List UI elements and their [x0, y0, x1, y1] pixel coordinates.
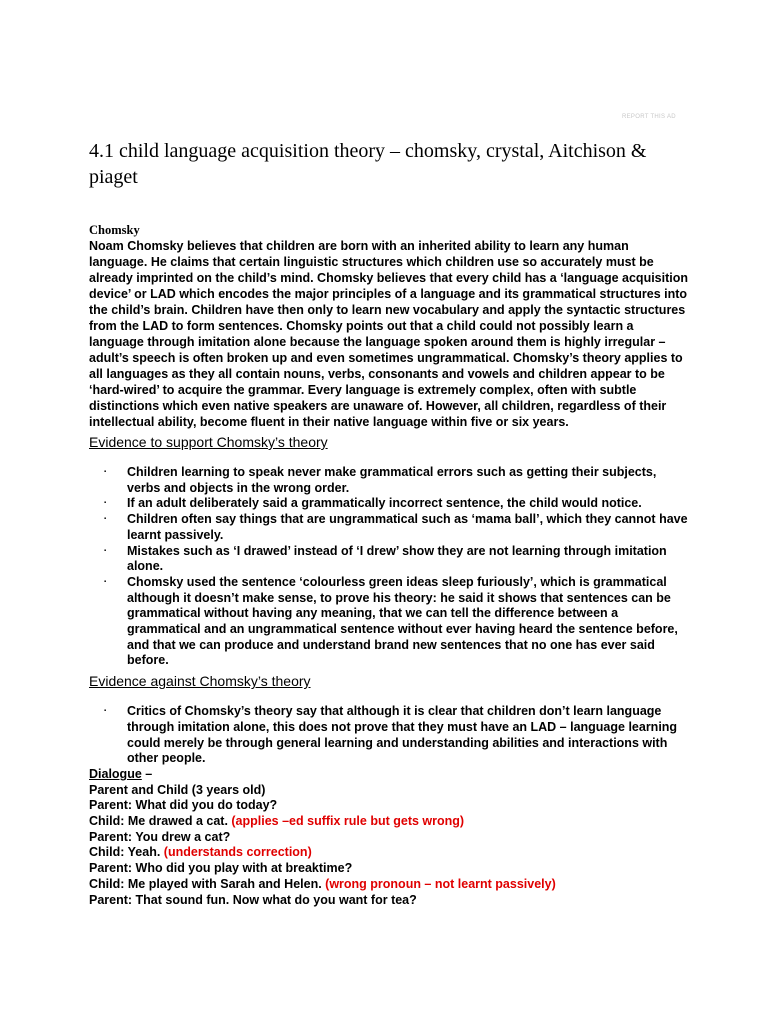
- dialogue-line: [89, 877, 689, 893]
- list-item: [89, 575, 689, 669]
- document-page: [89, 138, 689, 908]
- dialogue-heading-line: [89, 767, 689, 783]
- dialogue-line: [89, 861, 689, 877]
- dialogue-text: Parent: What did you do today?: [89, 798, 278, 813]
- dialogue-heading-suffix: –: [141, 766, 153, 781]
- list-item-text: Children learning to speak never make grammatical errors such as getting their subjects, verbs and objects in the wrong order.: [127, 465, 657, 495]
- support-evidence-heading: Evidence to support Chomsky’s theory: [89, 434, 328, 450]
- bullet-icon: ▪: [104, 516, 107, 523]
- list-item: [89, 465, 689, 496]
- dialogue-line: [89, 830, 689, 846]
- bullet-icon: ▪: [104, 547, 107, 554]
- dialogue-text: Parent: You drew a cat?: [89, 829, 231, 844]
- bullet-icon: ▪: [104, 708, 107, 715]
- dialogue-text: Parent: That sound fun. Now what do you want for tea?: [89, 892, 417, 907]
- bullet-icon: ▪: [104, 469, 107, 475]
- list-item-text: If an adult deliberately said a grammatically incorrect sentence, the child would notice.: [127, 496, 642, 511]
- section-heading-chomsky: Chomsky: [89, 223, 140, 237]
- list-item-text: Children often say things that are ungrammatical such as ‘mama ball’, which they cannot have learnt passively.: [127, 512, 688, 542]
- dialogue-text: Child: Yeah.: [89, 845, 164, 860]
- dialogue-annotation: (applies –ed suffix rule but gets wrong): [231, 814, 465, 829]
- list-item-text: Mistakes such as ‘I drawed’ instead of ‘I drew’ show they are not learning through imitation alone.: [127, 543, 667, 574]
- dialogue-annotation: (understands correction): [163, 845, 312, 860]
- against-evidence-heading: Evidence against Chomsky’s theory: [89, 673, 311, 690]
- dialogue-heading: Dialogue: [89, 766, 142, 781]
- list-item: [89, 512, 689, 543]
- bullet-icon: ▪: [104, 578, 107, 585]
- list-item: [89, 544, 689, 575]
- dialogue-text: Child: Me drawed a cat.: [89, 814, 232, 829]
- list-item: [89, 704, 689, 767]
- intro-paragraph: Noam Chomsky believes that children are born with an inherited ability to learn any human language. He claims that certain linguistic structures which children use so accurately must be already imprinted on the child’s mind. Chomsky believes that every child has a ‘language acquisition device’ or LAD which encodes the major principles of a language and its grammatical structures into the child’s brain. Children have then only to learn new vocabulary and apply the syntactic structures from the LAD to form sentences. Chomsky points out that a child could not possibly learn a language through imitation alone because the language spoken around them is highly irregular – adult’s speech is often broken up and even sometimes ungrammatical. Chomsky’s theory applies to all languages as they all contain nouns, verbs, consonants and vowels and children appear to be ‘hard-wired’ to acquire the grammar. Every language is extremely complex, often with subtle distinctions which even native speakers are unaware of. However, all children, regardless of their intellectual ability, become fluent in their native language within five or six years.: [89, 239, 689, 429]
- dialogue-line: [89, 814, 689, 830]
- bullet-icon: ▪: [104, 500, 107, 507]
- dialogue-line: [89, 783, 689, 799]
- list-item-text: Critics of Chomsky’s theory say that although it is clear that children don’t learn language through imitation alone, this does not prove that they must have an LAD – language learning could merely be through general learning and understanding abilities and interactions with other people.: [127, 704, 678, 766]
- document-title: 4.1 child language acquisition theory – chomsky, crystal, Aitchison & piaget: [89, 140, 647, 188]
- report-ad-link[interactable]: REPORT THIS AD: [622, 114, 676, 120]
- dialogue-block: [89, 767, 689, 908]
- support-evidence-list: [89, 465, 689, 669]
- list-item-text: Chomsky used the sentence ‘colourless green ideas sleep furiously’, which is grammatical although it doesn’t make sense, to prove his theory: he said it shows that sentences can be grammatical without having any meaning, that we can tell the difference between a grammatical and an ungrammatical sentence without ever having heard the sentence before, and that we can produce and understand brand new sentences that no one has ever said before.: [127, 574, 678, 668]
- dialogue-text: Parent and Child (3 years old): [89, 782, 266, 797]
- dialogue-text: Child: Me played with Sarah and Helen.: [89, 876, 326, 891]
- dialogue-line: [89, 798, 689, 814]
- dialogue-annotation: (wrong pronoun – not learnt passively): [325, 876, 556, 891]
- dialogue-line: [89, 845, 689, 861]
- dialogue-line: [89, 893, 689, 909]
- dialogue-text: Parent: Who did you play with at breaktime?: [89, 861, 353, 876]
- list-item: [89, 496, 689, 512]
- against-evidence-list: [89, 704, 689, 767]
